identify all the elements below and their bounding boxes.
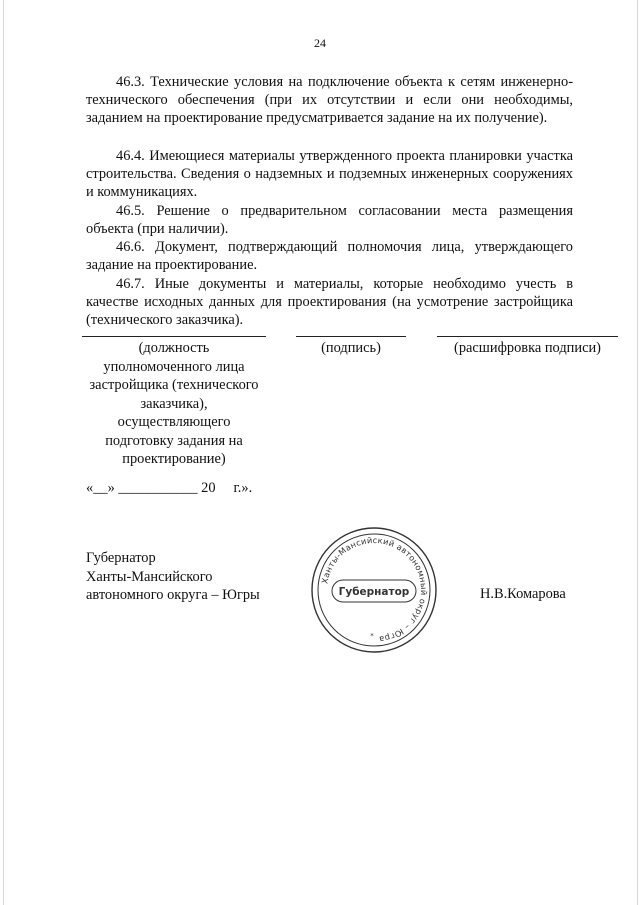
stamp-center-text: Губернатор xyxy=(338,586,410,598)
decoding-signature-line xyxy=(437,336,618,337)
signatory-name: Н.В.Комарова xyxy=(480,586,566,602)
position-signature-line xyxy=(82,336,266,337)
paragraph-46-7: 46.7. Иные документы и материалы, которые необходимо учесть в качестве исходных данных для проектирования (на усмотрение застройщика (технического заказчика). xyxy=(86,276,573,328)
page-right-edge xyxy=(637,0,638,905)
position-caption-line: проектирование) xyxy=(122,451,226,467)
paragraph-46-5: 46.5. Решение о предварительном согласовании места размещения объекта (при наличии). xyxy=(86,203,573,237)
signatory-title xyxy=(86,549,260,605)
position-caption-line: подготовку задания на xyxy=(105,432,243,449)
signature-caption: (подпись) xyxy=(321,340,381,356)
position-caption-line: застройщика (технического xyxy=(89,377,259,393)
position-caption xyxy=(82,339,266,469)
position-caption-line: заказчика), xyxy=(140,395,208,412)
signatory-title-line: Ханты-Мансийского xyxy=(86,568,213,585)
decoding-caption: (расшифровка подписи) xyxy=(454,340,601,356)
stamp-ring-text: Ханты-Мансийский автономный округ – Югра xyxy=(319,534,430,645)
paragraph-46-6: 46.6. Документ, подтверждающий полномочия лица, утверждающего задание на проектирование. xyxy=(86,239,573,273)
position-caption-line: осуществляющего xyxy=(117,414,231,430)
page-left-edge xyxy=(3,0,4,905)
signatory-title-line: автономного округа – Югры xyxy=(86,587,260,603)
paragraph-46-3: 46.3. Технические условия на подключение объекта к сетям инженерно-технического обеспечения (при их отсутствии и если они необходимы, заданием на проектирование предусматривается задание на их получение). xyxy=(86,74,573,126)
stamp-star-icon: * xyxy=(370,632,374,640)
position-caption-line: (должность xyxy=(138,340,210,356)
signature-line xyxy=(296,336,406,337)
page-number: 24 xyxy=(314,36,326,50)
paragraph-46-4: 46.4. Имеющиеся материалы утвержденного проекта планировки участка строительства. Сведения о надземных и подземных инженерных сооружениях и коммуникациях. xyxy=(86,148,573,200)
position-caption-line: уполномоченного лица xyxy=(103,358,245,375)
date-line: «__» ___________ 20 г.». xyxy=(86,480,253,496)
official-stamp xyxy=(309,525,439,655)
signatory-title-line: Губернатор xyxy=(86,550,156,566)
